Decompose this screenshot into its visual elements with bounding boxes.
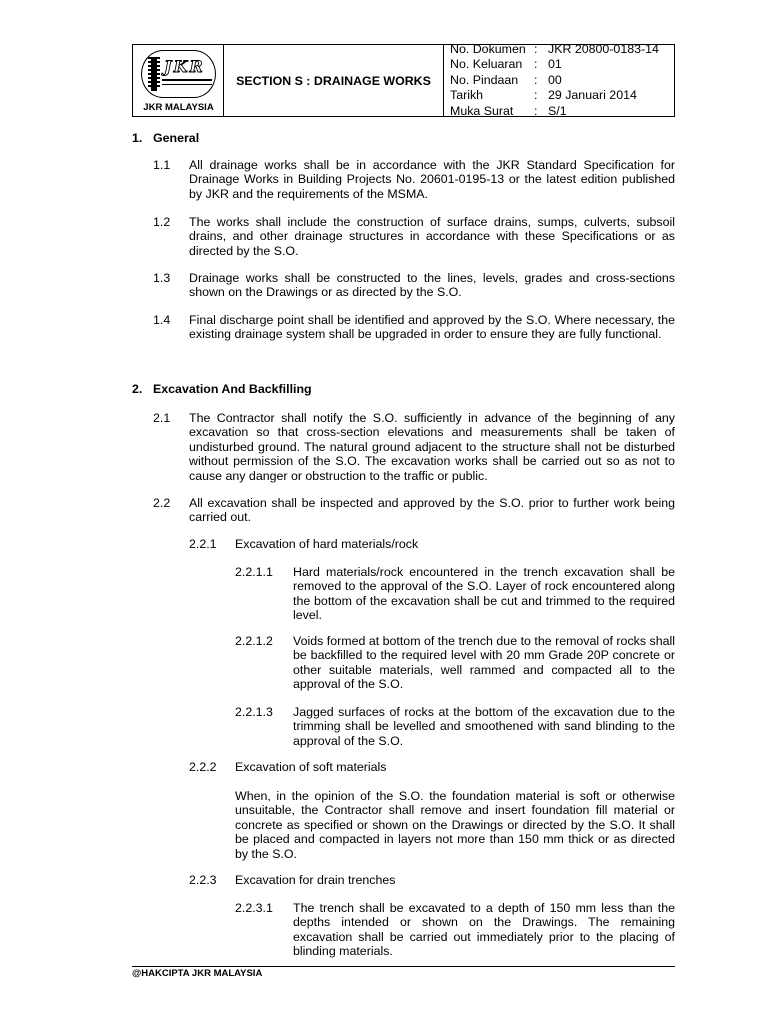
document-header — [132, 41, 675, 118]
meta-row: Tarikh : 29 Januari 2014 — [450, 88, 674, 104]
meta-label: Muka Surat — [450, 103, 514, 118]
logo-lettering: JKR — [164, 57, 205, 76]
clause-number: 2.2.1.3 — [235, 705, 273, 719]
meta-value: S/1 — [548, 103, 567, 118]
meta-row: No. Pindaan : 00 — [450, 73, 674, 89]
section-heading-general: 1. General — [132, 131, 200, 145]
clause-text: All drainage works shall be in accordance with the JKR Standard Specification for Drainage Works in Building Projects No. 20601-0195-13 or the latest edition published by JKR and the requirements of the MSMA. — [189, 158, 675, 201]
section-title: SECTION S : DRAINAGE WORKS — [224, 45, 444, 116]
logo-cell — [133, 45, 224, 116]
footer-divider — [132, 966, 675, 967]
clause-text: All excavation shall be inspected and approved by the S.O. prior to further work being carried out. — [189, 496, 675, 525]
jkr-logo — [141, 50, 216, 98]
clause-text: The works shall include the construction of surface drains, sumps, culverts, subsoil drains, and other drainage structures in accordance with these Specifications or as directed by the S.O. — [189, 215, 675, 258]
clause-number: 2.2.3.1 — [235, 901, 273, 915]
clause-number: 2.1 — [153, 411, 171, 425]
section-heading-excavation: 2. Excavation And Backfilling — [132, 382, 312, 396]
clause-heading: Excavation of soft materials — [235, 760, 387, 774]
footer-copyright: @HAKCIPTA JKR MALAYSIA — [132, 968, 263, 979]
clause-number: 2.2.1.1 — [235, 565, 273, 579]
meta-value: 01 — [548, 57, 562, 72]
clause-heading: Excavation for drain trenches — [235, 873, 396, 887]
meta-value: JKR 20800-0183-14 — [548, 41, 659, 56]
clause-number: 1.1 — [153, 158, 171, 172]
clause-number: 2.2.1 — [189, 537, 217, 551]
clause-text: Final discharge point shall be identified and approved by the S.O. Where necessary, the existing drainage system shall be upgraded in order to ensure they are fully functional. — [189, 313, 675, 342]
clause-number: 2.2 — [153, 496, 171, 510]
meta-label: No. Keluaran — [450, 57, 523, 72]
clause-number: 2.2.2 — [189, 760, 217, 774]
clause-number: 2.2.3 — [189, 873, 217, 887]
clause-text: Voids formed at bottom of the trench due to the removal of rocks shall be backfilled to the required level with 20 mm Grade 20P concrete or other suitable materials, well rammed and compacted all to the approval of the S.O. — [293, 634, 675, 692]
clause-text: The Contractor shall notify the S.O. sufficiently in advance of the beginning of any excavation so that cross-section elevations and measurements shall be taken of undisturbed ground. The natural ground adjacent to the structure shall not be disturbed without permission of the S.O. The excavation works shall be carried out so as not to cause any danger or obstruction to the traffic or public. — [189, 411, 675, 483]
meta-row: No. Keluaran : 01 — [450, 57, 674, 73]
org-name: JKR MALAYSIA — [143, 102, 214, 113]
meta-row: Muka Surat : S/1 — [450, 104, 674, 120]
clause-number: 1.4 — [153, 313, 171, 327]
clause-number: 1.3 — [153, 271, 171, 285]
clause-text: The trench shall be excavated to a depth of 150 mm less than the depths intended or shown on the Drawings. The remaining excavation shall be carried out immediately prior to the placing of blinding materials. — [293, 901, 675, 959]
clause-number: 2.2.1.2 — [235, 634, 273, 648]
clause-heading: Excavation of hard materials/rock — [235, 537, 419, 551]
meta-label: Tarikh — [450, 88, 484, 103]
clause-text: Jagged surfaces of rocks at the bottom of the excavation due to the trimming shall be levelled and smoothened with sand blinding to the approval of the S.O. — [293, 705, 675, 748]
clause-text: Drainage works shall be constructed to the lines, levels, grades and cross-sections shown on the Drawings or as directed by the S.O. — [189, 271, 675, 300]
clause-number: 1.2 — [153, 215, 171, 229]
logo-pillar-icon — [148, 57, 160, 91]
meta-label: No. Pindaan — [450, 72, 519, 87]
meta-value: 00 — [548, 72, 562, 87]
meta-value: 29 Januari 2014 — [548, 88, 637, 103]
clause-text: When, in the opinion of the S.O. the foundation material is soft or otherwise unsuitable, the Contractor shall remove and insert foundation fill material or concrete as specified or shown on the Drawings or directed by the S.O. It shall be placed and compacted in layers not more than 150 mm thick or as directed by the S.O. — [235, 789, 675, 861]
meta-label: No. Dokumen — [450, 41, 526, 56]
clause-text: Hard materials/rock encountered in the trench excavation shall be removed to the approval of the S.O. Layer of rock encountered along the bottom of the excavation shall be cut and trimmed to the required level. — [293, 565, 675, 623]
meta-row: No. Dokumen : JKR 20800-0183-14 — [450, 42, 674, 58]
document-meta — [444, 41, 674, 118]
